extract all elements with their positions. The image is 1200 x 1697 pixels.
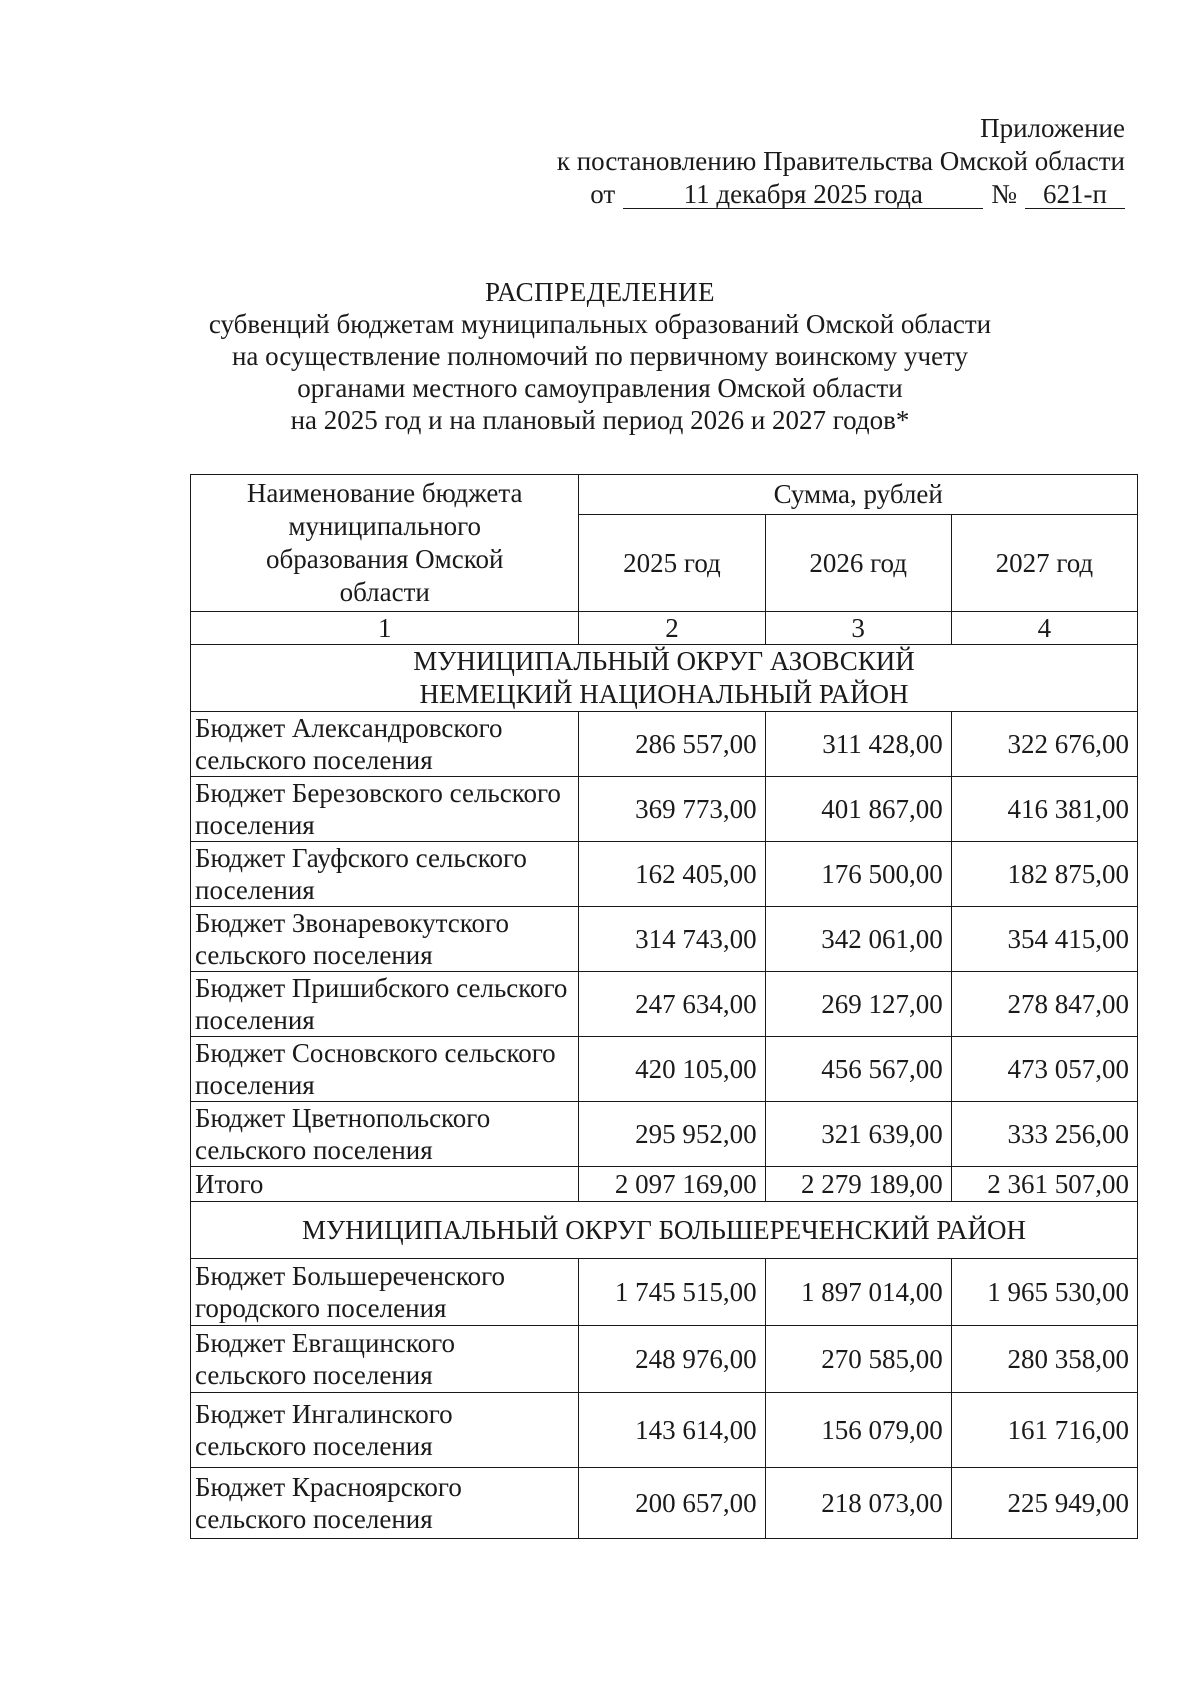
resolution-number: 621-п (1025, 180, 1125, 209)
table-row (191, 842, 1138, 907)
table-row (191, 712, 1138, 777)
amount-2026: 311 428,00 (765, 712, 951, 777)
amount-2025: 314 743,00 (579, 907, 765, 972)
budget-name: Бюджет Сосновского сельского поселения (191, 1037, 579, 1102)
budget-name: Бюджет Гауфского сельского поселения (191, 842, 579, 907)
title-main: РАСПРЕДЕЛЕНИЕ (484, 277, 716, 307)
date-prefix: от (590, 179, 616, 209)
budget-name: Бюджет Пришибского сельского поселения (191, 972, 579, 1037)
budget-name: Бюджет Звонаревокутского сельского поселения (191, 907, 579, 972)
column-numbers-row (191, 612, 1138, 645)
col-number-3: 3 (765, 612, 951, 645)
amount-2027: 322 676,00 (951, 712, 1137, 777)
header-sum: Сумма, рублей (579, 475, 1138, 515)
header-year-2025: 2025 год (579, 515, 765, 612)
amount-2027: 225 949,00 (951, 1468, 1137, 1539)
table-row (191, 907, 1138, 972)
budget-name: Бюджет Ингалинского сельского поселения (191, 1393, 579, 1468)
appendix-block (485, 112, 1125, 211)
number-prefix: № (991, 179, 1017, 209)
amount-2027: 280 358,00 (951, 1326, 1137, 1393)
total-label: Итого (191, 1167, 579, 1202)
amount-2025: 143 614,00 (579, 1393, 765, 1468)
distribution-table (190, 474, 1138, 1539)
amount-2025: 369 773,00 (579, 777, 765, 842)
budget-name: Бюджет Березовского сельского поселения (191, 777, 579, 842)
appendix-date-line (485, 178, 1125, 211)
total-amount-2025: 2 097 169,00 (579, 1167, 765, 1202)
amount-2027: 161 716,00 (951, 1393, 1137, 1468)
amount-2027: 416 381,00 (951, 777, 1137, 842)
table-body (191, 475, 1138, 1539)
amount-2025: 1 745 515,00 (579, 1259, 765, 1326)
col-number-2: 2 (579, 612, 765, 645)
table-row (191, 1102, 1138, 1167)
budget-name: Бюджет Большереченского городского поселения (191, 1259, 579, 1326)
amount-2026: 269 127,00 (765, 972, 951, 1037)
table-row (191, 972, 1138, 1037)
amount-2025: 247 634,00 (579, 972, 765, 1037)
header-row (191, 475, 1138, 515)
budget-name: Бюджет Александровского сельского поселения (191, 712, 579, 777)
amount-2025: 295 952,00 (579, 1102, 765, 1167)
header-year-2027: 2027 год (951, 515, 1137, 612)
section-title: МУНИЦИПАЛЬНЫЙ ОКРУГ АЗОВСКИЙ НЕМЕЦКИЙ НАЦИОНАЛЬНЫЙ РАЙОН (191, 645, 1138, 712)
title-line-1: субвенций бюджетам муниципальных образований Омской области (208, 309, 992, 339)
amount-2025: 286 557,00 (579, 712, 765, 777)
amount-2025: 420 105,00 (579, 1037, 765, 1102)
appendix-resolution: к постановлению Правительства Омской области (556, 146, 1125, 176)
resolution-date: 11 декабря 2025 года (623, 180, 983, 209)
section-row (191, 1202, 1138, 1259)
table-row (191, 1326, 1138, 1393)
total-amount-2027: 2 361 507,00 (951, 1167, 1137, 1202)
header-name: Наименование бюджета муниципального образования Омской области (191, 475, 579, 612)
amount-2025: 162 405,00 (579, 842, 765, 907)
amount-2026: 156 079,00 (765, 1393, 951, 1468)
table-row (191, 1393, 1138, 1468)
document-title (150, 276, 1050, 436)
amount-2026: 218 073,00 (765, 1468, 951, 1539)
amount-2026: 321 639,00 (765, 1102, 951, 1167)
amount-2026: 1 897 014,00 (765, 1259, 951, 1326)
amount-2027: 182 875,00 (951, 842, 1137, 907)
amount-2026: 270 585,00 (765, 1326, 951, 1393)
amount-2027: 333 256,00 (951, 1102, 1137, 1167)
amount-2026: 342 061,00 (765, 907, 951, 972)
title-line-2: на осуществление полномочий по первичному воинскому учету (231, 341, 968, 371)
amount-2026: 401 867,00 (765, 777, 951, 842)
appendix-label: Приложение (980, 113, 1125, 143)
budget-name: Бюджет Цветнопольского сельского поселения (191, 1102, 579, 1167)
col-number-1: 1 (191, 612, 579, 645)
amount-2025: 248 976,00 (579, 1326, 765, 1393)
title-line-4: на 2025 год и на плановый период 2026 и 2027 годов* (290, 405, 910, 435)
amount-2027: 1 965 530,00 (951, 1259, 1137, 1326)
table-row (191, 1037, 1138, 1102)
amount-2025: 200 657,00 (579, 1468, 765, 1539)
title-line-3: органами местного самоуправления Омской области (297, 373, 903, 403)
total-row (191, 1167, 1138, 1202)
col-number-4: 4 (951, 612, 1137, 645)
section-title: МУНИЦИПАЛЬНЫЙ ОКРУГ БОЛЬШЕРЕЧЕНСКИЙ РАЙОН (191, 1202, 1138, 1259)
amount-2027: 473 057,00 (951, 1037, 1137, 1102)
budget-name: Бюджет Красноярского сельского поселения (191, 1468, 579, 1539)
amount-2026: 176 500,00 (765, 842, 951, 907)
total-amount-2026: 2 279 189,00 (765, 1167, 951, 1202)
table-row (191, 1468, 1138, 1539)
amount-2027: 354 415,00 (951, 907, 1137, 972)
amount-2027: 278 847,00 (951, 972, 1137, 1037)
budget-name: Бюджет Евгащинского сельского поселения (191, 1326, 579, 1393)
header-year-2026: 2026 год (765, 515, 951, 612)
table-row (191, 777, 1138, 842)
section-row (191, 645, 1138, 712)
amount-2026: 456 567,00 (765, 1037, 951, 1102)
table-row (191, 1259, 1138, 1326)
